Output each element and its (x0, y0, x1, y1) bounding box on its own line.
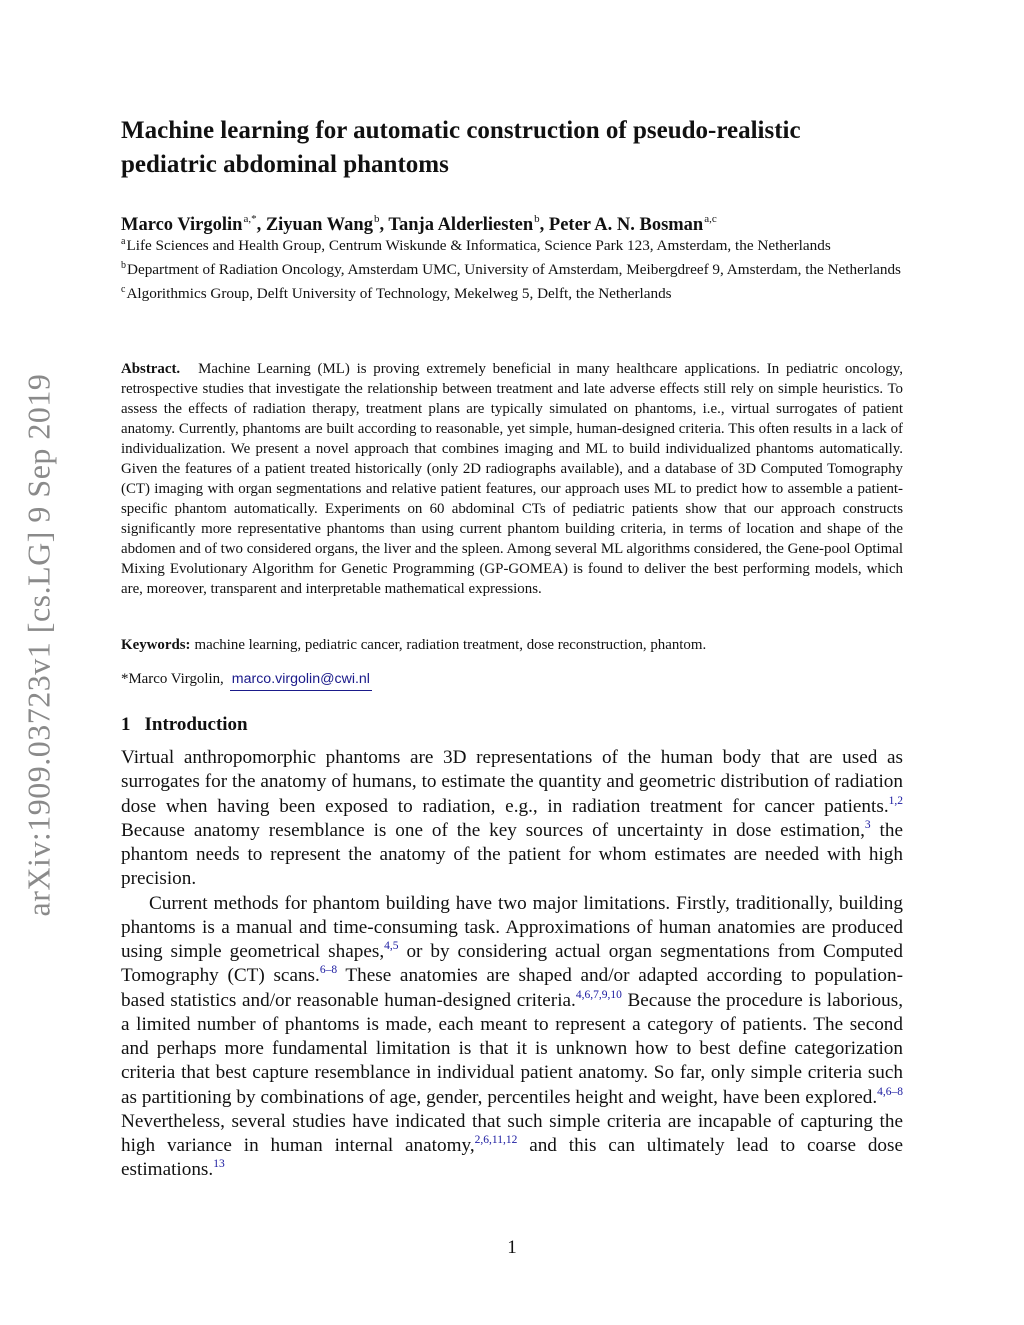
abstract-text: Machine Learning (ML) is proving extremely beneficial in many healthcare applications. In pediatric oncology, retrospective studies that investigate the relationship between treatment and late adverse effects still rely on simple heuristics. To assess the effects of radiation therapy, treatment plans are typically simulated on phantoms, i.e., virtual surrogates of patient anatomy. Currently, phantoms are built according to reasonable, yet simple, human-designed criteria. This often results in a lack of individualization. We present a novel approach that combines imaging and ML to build individualized phantoms automatically. Given the features of a patient treated historically (only 2D radiographs available), and a database of 3D Computed Tomography (CT) imaging with organ segmentations and relative patient features, our approach uses ML to predict how to assemble a patient-specific phantom automatically. Experiments on 60 abdominal CTs of pediatric patients show that our approach constructs significantly more representative phantoms than using current phantom building criteria, in terms of location and shape of the abdomen and of two considered organs, the liver and the spleen. Among several ML algorithms considered, the Gene-pool Optimal Mixing Evolutionary Algorithm for Genetic Programming (GP-GOMEA) is found to deliver the best performing models, which are, moreover, transparent and interpretable mathematical expressions. (121, 361, 903, 597)
email-link[interactable]: marco.virgolin@cwi.nl (230, 669, 372, 691)
paragraph-text: and this can ultimately lead to coarse dose estimations. (121, 1135, 903, 1181)
affiliation-key: c (121, 284, 126, 295)
paragraph-text: the phantom needs to represent the anatomy of the patient for whom estimates are needed with high precision. (121, 819, 903, 890)
corresponding-author (121, 669, 903, 691)
keywords (121, 635, 903, 655)
paragraph-text: or by considering actual organ segmentations from Computed Tomography (CT) scans. (121, 941, 903, 987)
citation-link[interactable]: 4,6,7,9,10 (575, 988, 622, 1001)
citation-link[interactable]: 4,5 (384, 940, 399, 952)
author-name: Ziyuan Wang (265, 215, 373, 235)
citation-link[interactable]: 13 (213, 1158, 225, 1171)
affiliation-list (121, 232, 911, 304)
author-affiliation-mark: b (534, 213, 540, 225)
abstract (121, 359, 903, 599)
section-title: Introduction (144, 714, 248, 735)
citation-link[interactable]: 4,6–8 (877, 1085, 903, 1098)
paragraph-text: Virtual anthropomorphic phantoms are 3D representations of the human body that are used as surrogates for the anatomy of humans, to estimate the quantity and geometric distribution of radiation dose when having been exposed to radiation, e.g., in radiation treatment for cancer patients. (121, 747, 903, 817)
affiliation-key: a (121, 236, 126, 247)
abstract-label: Abstract. (121, 361, 181, 377)
paragraph-text: Nevertheless, several studies have indicated that such simple criteria are incapable of capturing the high variance in human internal anatomy, (121, 1110, 903, 1156)
author-name: Tanja Alderliesten (388, 215, 534, 235)
arxiv-stamp-text: arXiv:1909.03723v1 [cs.LG] 9 Sep 2019 (20, 373, 57, 917)
arxiv-stamp (14, 360, 64, 930)
author-affiliation-mark: b (373, 213, 380, 225)
corresponding-author-name: *Marco Virgolin, (121, 671, 224, 687)
section-number: 1 (121, 714, 131, 735)
paragraph (121, 746, 903, 892)
paper-title: Machine learning for automatic construction of pseudo-realistic pediatric abdominal phantoms (121, 117, 801, 178)
author-affiliation-mark: a,* (243, 213, 257, 225)
paragraph-text: These anatomies are shaped and/or adapted according to population-based statistics and/or reasonable human-designed criteria. (121, 965, 903, 1011)
keywords-text: machine learning, pediatric cancer, radiation treatment, dose reconstruction, phantom. (194, 637, 707, 653)
page-number: 1 (507, 1237, 517, 1258)
citation-link[interactable]: 3 (864, 818, 871, 831)
author-name: Marco Virgolin (121, 215, 243, 235)
citation-link[interactable]: 2,6,11,12 (474, 1134, 518, 1146)
author-list: Marco Virgolin$^{a,*}$, Ziyuan Wang$^b$, Tanja Alderliesten$^b$, Peter A. N. Bosman$^{a,c}$ (121, 213, 717, 235)
affiliation-text: Algorithmics Group, Delft University of Technology, Mekelweg 5, Delft, the Netherlands (126, 285, 672, 302)
affiliation-key: b (121, 260, 126, 271)
paragraph (121, 892, 903, 1183)
paragraph-text: Current methods for phantom building have two major limitations. Firstly, traditionally, building phantoms is a manual and time-consuming task. Approximations of human anatomies are produced using simple geometrical shapes, (121, 892, 903, 962)
affiliation (121, 232, 911, 256)
author-name: Peter A. N. Bosman (548, 215, 704, 235)
paragraph-text: Because anatomy resemblance is one of the key sources of uncertainty in dose estimation, (121, 819, 865, 841)
paragraph-text: Because the procedure is laborious, a limited number of phantoms is made, each meant to represent a category of patients. The second and perhaps more fundamental limitation is that it is unknown how to best define categorization criteria that best capture resemblance in individual patient anatomy. So far, only simple criteria such as partitioning by combinations of age, gender, percentiles height and weight, have been explored. (121, 989, 903, 1108)
keywords-label: Keywords: (121, 637, 191, 653)
citation-link[interactable]: 6–8 (319, 964, 338, 977)
citation-link[interactable]: 1,2 (888, 794, 903, 807)
affiliation (121, 256, 911, 280)
author-affiliation-mark: a,c (704, 213, 717, 225)
section-heading (121, 712, 903, 738)
introduction-body (121, 746, 903, 1183)
affiliation-text: Life Sciences and Health Group, Centrum Wiskunde & Informatica, Science Park 123, Amsterdam, the Netherlands (126, 237, 831, 254)
affiliation (121, 280, 911, 304)
affiliation-text: Department of Radiation Oncology, Amsterdam UMC, University of Amsterdam, Meibergdreef 9, Amsterdam, the Netherlands (127, 261, 901, 278)
